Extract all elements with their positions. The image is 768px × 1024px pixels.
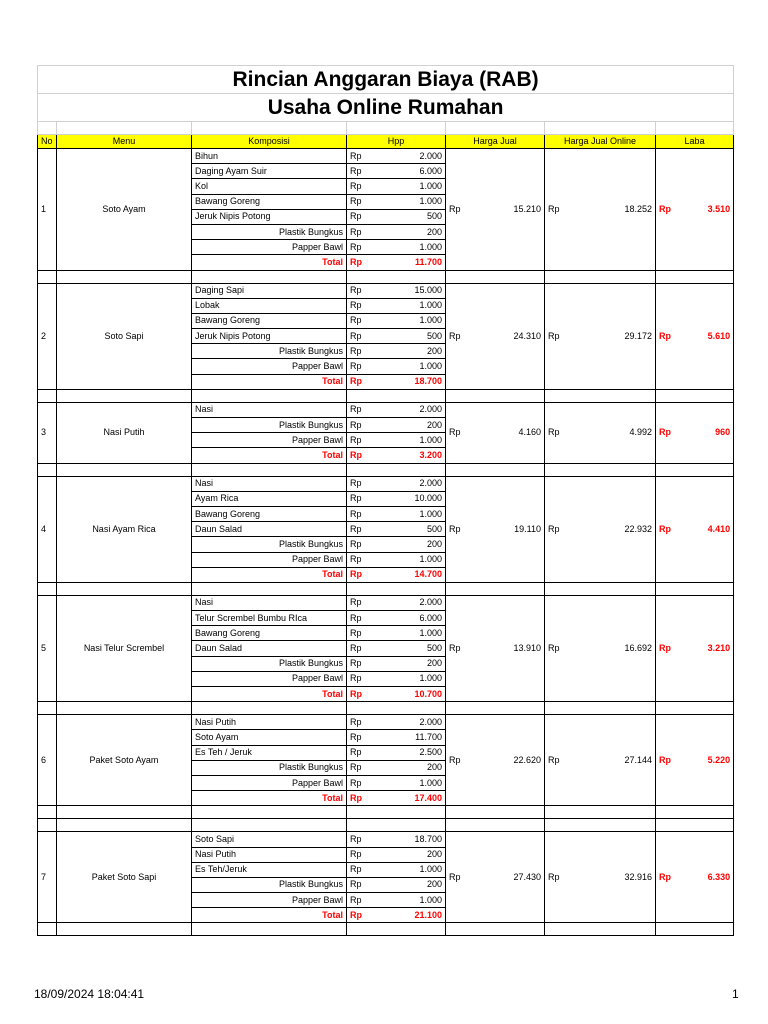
gap-cell — [192, 819, 347, 832]
ingredient-hpp: 200 — [369, 847, 446, 862]
ingredient-name: Jeruk Nipis Potong — [192, 329, 347, 344]
currency-label: Rp — [545, 149, 565, 271]
ingredient-hpp: 6.000 — [369, 611, 446, 626]
ingredient-name: Papper Bawl — [192, 433, 347, 448]
ingredient-hpp: 11.700 — [369, 730, 446, 745]
gap-cell — [545, 389, 656, 402]
ingredient-name: Nasi Putih — [192, 847, 347, 862]
ingredient-hpp: 1.000 — [369, 893, 446, 908]
menu-name: Soto Ayam — [57, 149, 192, 271]
ingredient-hpp: 1.000 — [369, 671, 446, 686]
ingredient-name: Bawang Goreng — [192, 506, 347, 521]
currency-label: Rp — [347, 329, 369, 344]
currency-label: Rp — [446, 476, 466, 582]
currency-label: Rp — [446, 832, 466, 923]
gap-cell — [192, 582, 347, 595]
gap-cell — [446, 270, 545, 283]
gap-cell — [656, 819, 734, 832]
gap-cell — [57, 806, 192, 819]
currency-label: Rp — [656, 595, 676, 701]
gap-cell — [656, 463, 734, 476]
harga-jual-value: 19.110 — [466, 476, 545, 582]
ingredient-name: Plastik Bungkus — [192, 877, 347, 892]
currency-label: Rp — [347, 433, 369, 448]
footer-timestamp: 18/09/2024 18:04:41 — [34, 987, 145, 1001]
gap-cell — [446, 389, 545, 402]
currency-label: Rp — [656, 715, 676, 806]
gap-cell — [446, 702, 545, 715]
currency-label: Rp — [545, 595, 565, 701]
currency-label: Rp — [347, 506, 369, 521]
gap-cell — [545, 270, 656, 283]
currency-label: Rp — [347, 626, 369, 641]
composition-row — [38, 149, 734, 164]
currency-label: Rp — [347, 730, 369, 745]
menu-number: 6 — [38, 715, 57, 806]
currency-label: Rp — [347, 862, 369, 877]
ingredient-name: Plastik Bungkus — [192, 224, 347, 239]
gap-cell — [38, 702, 57, 715]
harga-jual-online-value: 22.932 — [565, 476, 656, 582]
ingredient-name: Nasi — [192, 402, 347, 417]
total-value: 10.700 — [369, 687, 446, 702]
ingredient-name: Daging Sapi — [192, 283, 347, 298]
currency-label: Rp — [545, 402, 565, 463]
harga-jual-online-value: 18.252 — [565, 149, 656, 271]
laba-value: 3.210 — [676, 595, 734, 701]
menu-name: Nasi Ayam Rica — [57, 476, 192, 582]
currency-label: Rp — [347, 313, 369, 328]
harga-jual-online-value: 29.172 — [565, 283, 656, 389]
ingredient-hpp: 1.000 — [369, 240, 446, 255]
currency-label: Rp — [347, 476, 369, 491]
gap-cell — [347, 923, 446, 936]
gap-cell — [545, 819, 656, 832]
gap-cell — [446, 819, 545, 832]
currency-label: Rp — [347, 611, 369, 626]
gap-cell — [38, 923, 57, 936]
gap-cell — [192, 702, 347, 715]
ingredient-hpp: 1.000 — [369, 359, 446, 374]
spacer-cell — [192, 122, 347, 135]
ingredient-hpp: 18.700 — [369, 832, 446, 847]
composition-row — [38, 402, 734, 417]
harga-jual-value: 24.310 — [466, 283, 545, 389]
ingredient-hpp: 15.000 — [369, 283, 446, 298]
harga-jual-online-value: 27.144 — [565, 715, 656, 806]
total-label: Total — [192, 567, 347, 582]
gap-cell — [38, 806, 57, 819]
spacer-cell — [38, 122, 57, 135]
ingredient-name: Papper Bawl — [192, 359, 347, 374]
gap-cell — [446, 463, 545, 476]
currency-label: Rp — [347, 760, 369, 775]
currency-label: Rp — [347, 255, 369, 270]
currency-label: Rp — [656, 149, 676, 271]
gap-cell — [57, 819, 192, 832]
currency-label: Rp — [347, 298, 369, 313]
ingredient-hpp: 200 — [369, 656, 446, 671]
gap-cell — [347, 582, 446, 595]
gap-cell — [38, 270, 57, 283]
gap-cell — [347, 270, 446, 283]
ingredient-name: Papper Bawl — [192, 552, 347, 567]
ingredient-hpp: 1.000 — [369, 506, 446, 521]
total-value: 21.100 — [369, 908, 446, 923]
menu-name: Paket Soto Sapi — [57, 832, 192, 923]
gap-cell — [192, 923, 347, 936]
currency-label: Rp — [545, 715, 565, 806]
currency-label: Rp — [347, 832, 369, 847]
laba-value: 3.510 — [676, 149, 734, 271]
gap-cell — [545, 582, 656, 595]
harga-jual-online-value: 16.692 — [565, 595, 656, 701]
currency-label: Rp — [347, 687, 369, 702]
total-label: Total — [192, 687, 347, 702]
ingredient-hpp: 1.000 — [369, 862, 446, 877]
harga-jual-value: 22.620 — [466, 715, 545, 806]
gap-cell — [192, 389, 347, 402]
gap-cell — [656, 923, 734, 936]
menu-number: 7 — [38, 832, 57, 923]
menu-number: 1 — [38, 149, 57, 271]
ingredient-hpp: 500 — [369, 641, 446, 656]
title-line-2: Usaha Online Rumahan — [38, 94, 734, 122]
ingredient-hpp: 1.000 — [369, 313, 446, 328]
ingredient-hpp: 200 — [369, 537, 446, 552]
gap-cell — [656, 389, 734, 402]
header-no: No — [38, 135, 57, 149]
currency-label: Rp — [347, 179, 369, 194]
currency-label: Rp — [347, 552, 369, 567]
ingredient-name: Bawang Goreng — [192, 194, 347, 209]
gap-cell — [347, 819, 446, 832]
ingredient-hpp: 2.000 — [369, 402, 446, 417]
gap-cell — [446, 923, 545, 936]
gap-cell — [545, 806, 656, 819]
currency-label: Rp — [347, 522, 369, 537]
ingredient-name: Plastik Bungkus — [192, 344, 347, 359]
gap-row — [38, 463, 734, 476]
currency-label: Rp — [347, 491, 369, 506]
gap-row — [38, 389, 734, 402]
ingredient-hpp: 1.000 — [369, 179, 446, 194]
gap-cell — [347, 389, 446, 402]
gap-row — [38, 582, 734, 595]
currency-label: Rp — [347, 791, 369, 806]
gap-cell — [57, 270, 192, 283]
gap-cell — [57, 389, 192, 402]
gap-cell — [656, 582, 734, 595]
gap-cell — [38, 819, 57, 832]
header-laba: Laba — [656, 135, 734, 149]
currency-label: Rp — [347, 715, 369, 730]
menu-number: 2 — [38, 283, 57, 389]
currency-label: Rp — [545, 283, 565, 389]
ingredient-name: Papper Bawl — [192, 775, 347, 790]
currency-label: Rp — [446, 402, 466, 463]
currency-label: Rp — [347, 374, 369, 389]
header-harga-jual-online: Harga Jual Online — [545, 135, 656, 149]
currency-label: Rp — [347, 671, 369, 686]
gap-cell — [347, 806, 446, 819]
laba-value: 6.330 — [676, 832, 734, 923]
currency-label: Rp — [347, 877, 369, 892]
gap-cell — [446, 582, 545, 595]
currency-label: Rp — [347, 418, 369, 433]
currency-label: Rp — [446, 715, 466, 806]
gap-cell — [38, 582, 57, 595]
ingredient-name: Es Teh / Jeruk — [192, 745, 347, 760]
gap-row — [38, 806, 734, 819]
ingredient-hpp: 6.000 — [369, 164, 446, 179]
gap-cell — [38, 389, 57, 402]
ingredient-name: Papper Bawl — [192, 671, 347, 686]
currency-label: Rp — [347, 656, 369, 671]
harga-jual-value: 15.210 — [466, 149, 545, 271]
menu-number: 3 — [38, 402, 57, 463]
ingredient-hpp: 10.000 — [369, 491, 446, 506]
ingredient-hpp: 2.500 — [369, 745, 446, 760]
currency-label: Rp — [545, 476, 565, 582]
ingredient-name: Es Teh/Jeruk — [192, 862, 347, 877]
gap-cell — [545, 702, 656, 715]
ingredient-hpp: 1.000 — [369, 194, 446, 209]
rab-sheet — [37, 65, 733, 936]
ingredient-name: Ayam Rica — [192, 491, 347, 506]
menu-name: Nasi Telur Scrembel — [57, 595, 192, 701]
ingredient-name: Kol — [192, 179, 347, 194]
currency-label: Rp — [347, 537, 369, 552]
currency-label: Rp — [347, 402, 369, 417]
composition-row — [38, 715, 734, 730]
ingredient-name: Nasi — [192, 476, 347, 491]
ingredient-hpp: 200 — [369, 418, 446, 433]
total-value: 3.200 — [369, 448, 446, 463]
gap-cell — [347, 702, 446, 715]
gap-cell — [192, 806, 347, 819]
ingredient-hpp: 1.000 — [369, 626, 446, 641]
ingredient-name: Nasi — [192, 595, 347, 610]
gap-cell — [347, 463, 446, 476]
title-line-1: Rincian Anggaran Biaya (RAB) — [38, 66, 734, 94]
spacer-cell — [545, 122, 656, 135]
ingredient-name: Soto Sapi — [192, 832, 347, 847]
currency-label: Rp — [347, 908, 369, 923]
laba-value: 960 — [676, 402, 734, 463]
harga-jual-online-value: 4.992 — [565, 402, 656, 463]
ingredient-name: Lobak — [192, 298, 347, 313]
ingredient-name: Bawang Goreng — [192, 313, 347, 328]
currency-label: Rp — [656, 832, 676, 923]
gap-cell — [656, 270, 734, 283]
ingredient-name: Daun Salad — [192, 641, 347, 656]
currency-label: Rp — [347, 448, 369, 463]
currency-label: Rp — [347, 775, 369, 790]
currency-label: Rp — [446, 149, 466, 271]
ingredient-hpp: 2.000 — [369, 476, 446, 491]
header-hpp: Hpp — [347, 135, 446, 149]
currency-label: Rp — [347, 149, 369, 164]
total-label: Total — [192, 255, 347, 270]
composition-row — [38, 476, 734, 491]
rab-table — [37, 65, 734, 936]
gap-row — [38, 819, 734, 832]
currency-label: Rp — [347, 194, 369, 209]
ingredient-hpp: 500 — [369, 329, 446, 344]
ingredient-hpp: 200 — [369, 760, 446, 775]
harga-jual-value: 4.160 — [466, 402, 545, 463]
ingredient-hpp: 1.000 — [369, 552, 446, 567]
ingredient-hpp: 200 — [369, 344, 446, 359]
currency-label: Rp — [347, 344, 369, 359]
header-row — [38, 135, 734, 149]
menu-number: 5 — [38, 595, 57, 701]
header-menu: Menu — [57, 135, 192, 149]
currency-label: Rp — [347, 359, 369, 374]
currency-label: Rp — [347, 283, 369, 298]
currency-label: Rp — [656, 476, 676, 582]
total-value: 14.700 — [369, 567, 446, 582]
gap-cell — [57, 702, 192, 715]
currency-label: Rp — [446, 595, 466, 701]
ingredient-name: Plastik Bungkus — [192, 656, 347, 671]
menu-name: Paket Soto Ayam — [57, 715, 192, 806]
ingredient-name: Nasi Putih — [192, 715, 347, 730]
currency-label: Rp — [347, 745, 369, 760]
composition-row — [38, 595, 734, 610]
gap-cell — [57, 923, 192, 936]
total-label: Total — [192, 374, 347, 389]
ingredient-name: Papper Bawl — [192, 240, 347, 255]
menu-name: Nasi Putih — [57, 402, 192, 463]
harga-jual-value: 27.430 — [466, 832, 545, 923]
total-label: Total — [192, 448, 347, 463]
ingredient-name: Bihun — [192, 149, 347, 164]
currency-label: Rp — [446, 283, 466, 389]
laba-value: 5.610 — [676, 283, 734, 389]
ingredient-name: Telur Scrembel Bumbu RIca — [192, 611, 347, 626]
currency-label: Rp — [347, 240, 369, 255]
total-label: Total — [192, 908, 347, 923]
ingredient-name: Daging Ayam Suir — [192, 164, 347, 179]
ingredient-name: Plastik Bungkus — [192, 760, 347, 775]
gap-cell — [446, 806, 545, 819]
gap-row — [38, 923, 734, 936]
ingredient-name: Soto Ayam — [192, 730, 347, 745]
spacer-cell — [57, 122, 192, 135]
menu-number: 4 — [38, 476, 57, 582]
laba-value: 4.410 — [676, 476, 734, 582]
ingredient-hpp: 500 — [369, 209, 446, 224]
total-label: Total — [192, 791, 347, 806]
ingredient-hpp: 200 — [369, 877, 446, 892]
gap-cell — [545, 463, 656, 476]
gap-cell — [57, 582, 192, 595]
currency-label: Rp — [347, 164, 369, 179]
spacer-cell — [446, 122, 545, 135]
ingredient-hpp: 2.000 — [369, 715, 446, 730]
ingredient-hpp: 1.000 — [369, 775, 446, 790]
footer-page-number: 1 — [732, 987, 739, 1001]
ingredient-hpp: 2.000 — [369, 149, 446, 164]
currency-label: Rp — [545, 832, 565, 923]
ingredient-name: Plastik Bungkus — [192, 418, 347, 433]
currency-label: Rp — [656, 283, 676, 389]
ingredient-hpp: 200 — [369, 224, 446, 239]
ingredient-name: Papper Bawl — [192, 893, 347, 908]
header-komposisi: Komposisi — [192, 135, 347, 149]
gap-row — [38, 270, 734, 283]
ingredient-name: Bawang Goreng — [192, 626, 347, 641]
currency-label: Rp — [347, 641, 369, 656]
gap-row — [38, 702, 734, 715]
currency-label: Rp — [347, 595, 369, 610]
gap-cell — [545, 923, 656, 936]
currency-label: Rp — [656, 402, 676, 463]
harga-jual-value: 13.910 — [466, 595, 545, 701]
currency-label: Rp — [347, 847, 369, 862]
spacer-cell — [347, 122, 446, 135]
gap-cell — [57, 463, 192, 476]
menu-name: Soto Sapi — [57, 283, 192, 389]
ingredient-hpp: 1.000 — [369, 298, 446, 313]
total-value: 11.700 — [369, 255, 446, 270]
gap-cell — [192, 463, 347, 476]
gap-cell — [656, 806, 734, 819]
currency-label: Rp — [347, 893, 369, 908]
currency-label: Rp — [347, 224, 369, 239]
gap-cell — [656, 702, 734, 715]
total-value: 18.700 — [369, 374, 446, 389]
header-harga-jual: Harga Jual — [446, 135, 545, 149]
composition-row — [38, 283, 734, 298]
ingredient-name: Jeruk Nipis Potong — [192, 209, 347, 224]
gap-cell — [38, 463, 57, 476]
ingredient-hpp: 2.000 — [369, 595, 446, 610]
harga-jual-online-value: 32.916 — [565, 832, 656, 923]
spacer-cell — [656, 122, 734, 135]
total-value: 17.400 — [369, 791, 446, 806]
laba-value: 5.220 — [676, 715, 734, 806]
ingredient-name: Plastik Bungkus — [192, 537, 347, 552]
ingredient-hpp: 500 — [369, 522, 446, 537]
currency-label: Rp — [347, 209, 369, 224]
currency-label: Rp — [347, 567, 369, 582]
ingredient-name: Daun Salad — [192, 522, 347, 537]
gap-cell — [192, 270, 347, 283]
ingredient-hpp: 1.000 — [369, 433, 446, 448]
composition-row — [38, 832, 734, 847]
